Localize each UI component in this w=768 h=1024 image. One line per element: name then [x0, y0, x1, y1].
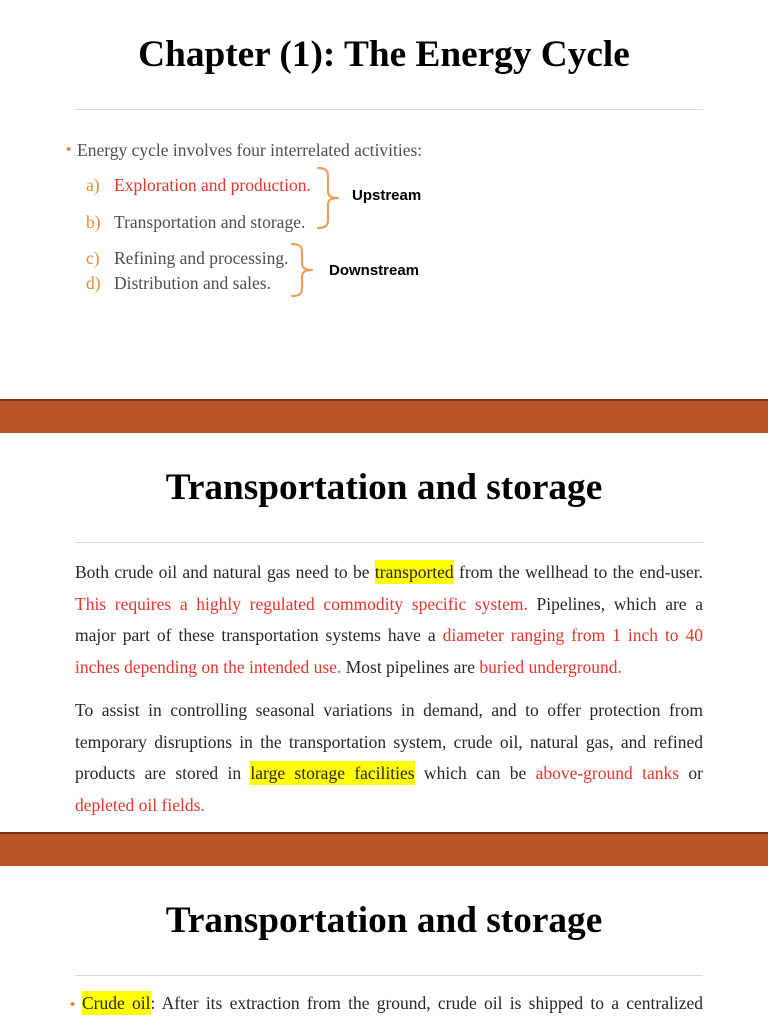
paragraph-line	[82, 988, 703, 1020]
list-item-refining	[86, 246, 288, 270]
list-item-text: Refining and processing.	[114, 248, 289, 268]
list-item-text: Distribution and sales.	[114, 273, 271, 293]
paragraph-line	[75, 727, 703, 759]
slide-separator-band	[0, 399, 768, 433]
paragraph-line	[75, 758, 703, 790]
text-run: which can be	[414, 763, 536, 783]
list-item-distribution	[86, 271, 271, 295]
slide-transportation-storage	[0, 433, 768, 832]
highlighted-text-run: transported	[374, 562, 454, 582]
emphasis-text-run: buried underground.	[479, 656, 622, 677]
paragraph-line	[75, 557, 703, 589]
downstream-label: Downstream	[329, 262, 420, 279]
list-item-text: Transportation and storage.	[114, 212, 306, 232]
list-item-exploration	[86, 173, 311, 197]
title-divider	[75, 975, 703, 976]
emphasis-text-run: This requires a highly regulated commodity specific system.	[75, 593, 528, 614]
brace-stroke	[292, 244, 312, 296]
paragraph-line	[75, 652, 703, 684]
paragraph-line	[75, 620, 703, 652]
bullet-icon: •	[70, 996, 76, 1013]
highlighted-text-run: Crude oil	[82, 993, 151, 1013]
list-marker: b)	[86, 212, 101, 232]
text-run: temporary disruptions in the transportation system, crude oil, natural gas, and refined	[75, 731, 703, 752]
text-run: major part of these transportation systems have a	[75, 625, 443, 645]
slide-title: Transportation and storage	[165, 900, 603, 941]
text-run: from the wellhead to the end-user.	[453, 562, 703, 582]
paragraph-line	[75, 589, 703, 621]
highlighted-text-run: large storage facilities	[250, 763, 415, 783]
slide-title: Chapter (1): The Energy Cycle	[138, 34, 630, 75]
emphasis-text-run: inches depending on the intended use.	[75, 656, 342, 677]
text-run: Pipelines, which are a	[527, 593, 703, 614]
upstream-brace-icon	[312, 164, 344, 234]
text-run: Both crude oil and natural gas need to be	[75, 562, 375, 582]
title-divider	[75, 542, 703, 543]
paragraph-storage	[75, 695, 703, 821]
text-run: : After its extraction from the ground, crude oil is shipped to a centralized	[150, 993, 703, 1013]
downstream-brace-icon	[286, 240, 318, 300]
text-run: Most pipelines are	[341, 656, 480, 677]
title-divider	[75, 109, 703, 110]
list-marker: c)	[86, 248, 100, 268]
list-item-text: Exploration and production.	[114, 175, 311, 195]
emphasis-text-run: depleted oil fields.	[75, 794, 205, 815]
slide-separator-band	[0, 832, 768, 866]
slide-title: Transportation and storage	[165, 467, 603, 508]
text-run: products are stored in	[75, 763, 251, 783]
list-item-transportation	[86, 210, 305, 234]
list-marker: a)	[86, 175, 100, 195]
emphasis-text-run: above-ground tanks	[535, 763, 680, 783]
bullet-icon: •	[66, 141, 72, 158]
paragraph-transportation	[75, 557, 703, 683]
text-run: or	[679, 763, 703, 783]
list-marker: d)	[86, 273, 101, 293]
paragraph-line	[75, 695, 703, 727]
intro-text: Energy cycle involves four interrelated activities:	[77, 140, 423, 160]
brace-stroke	[318, 168, 338, 228]
emphasis-text-run: diameter ranging from 1 inch to 40	[442, 625, 703, 645]
slide-transportation-storage-crude-oil	[0, 866, 768, 1024]
upstream-label: Upstream	[352, 187, 422, 204]
paragraph-line	[75, 790, 703, 822]
bullet-text	[82, 988, 703, 1020]
slide-energy-cycle	[0, 0, 768, 399]
text-run: To assist in controlling seasonal variations in demand, and to offer protection from	[75, 700, 703, 720]
